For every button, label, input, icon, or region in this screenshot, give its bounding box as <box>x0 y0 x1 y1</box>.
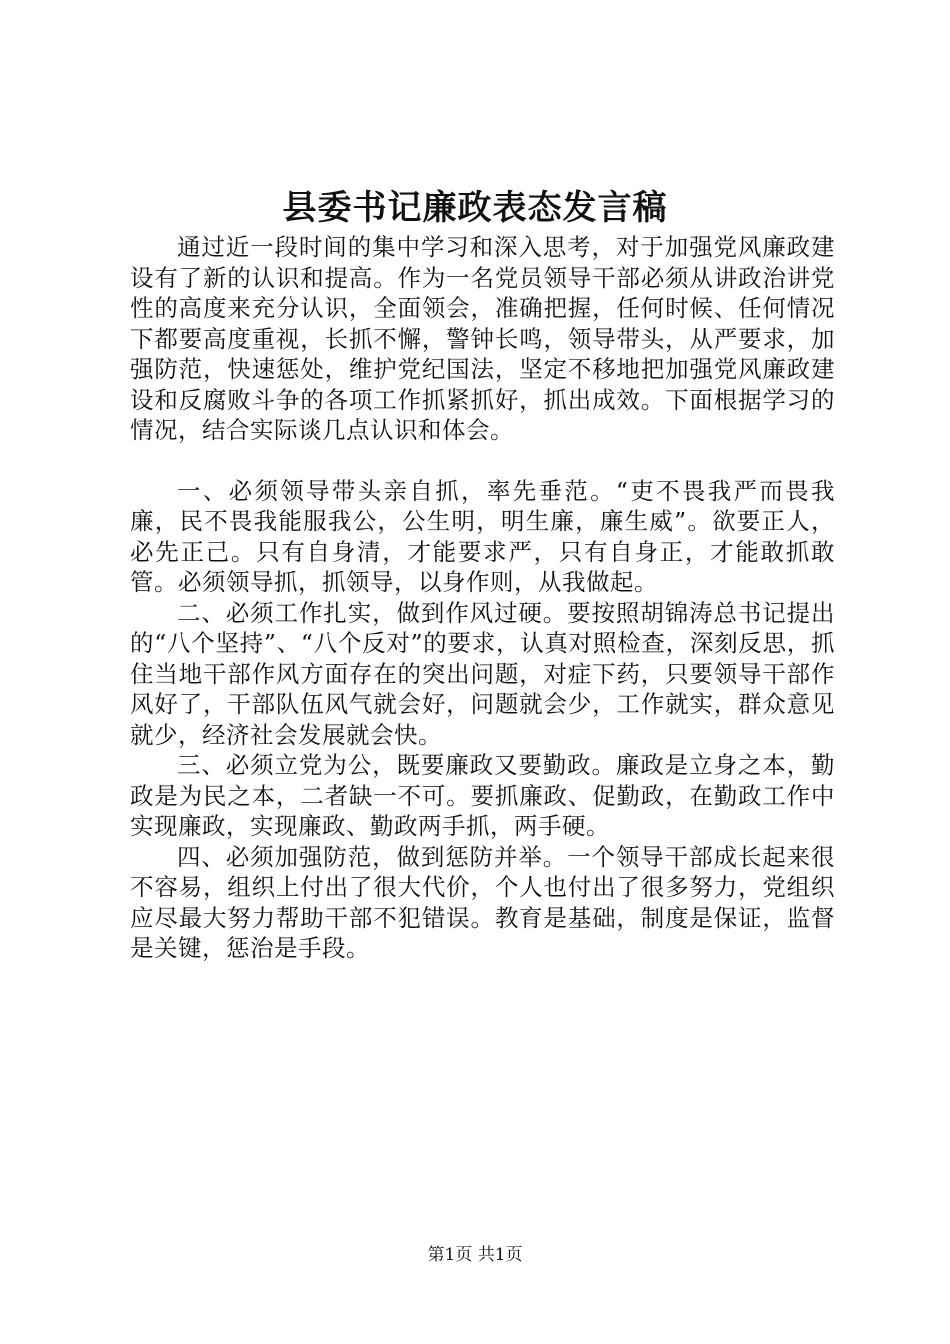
paragraph-point-3: 三、必须立党为公，既要廉政又要勤政。廉政是立身之本，勤政是为民之本，二者缺一不可。要抓廉政、促勤政，在勤政工作中实现廉政，实现廉政、勤政两手抓，两手硬。 <box>130 751 835 840</box>
paragraph-point-1: 一、必须领导带头亲自抓，率先垂范。“吏不畏我严而畏我廉，民不畏我能服我公，公生明，明生廉，廉生威”。欲要正人，必先正己。只有自身清，才能要求严，只有自身正，才能敢抓敢管。必须领导抓，抓领导，以身作则，从我做起。 <box>130 476 835 596</box>
paragraph-point-4: 四、必须加强防范，做到惩防并举。一个领导干部成长起来很不容易，组织上付出了很大代价，个人也付出了很多努力，党组织应尽最大努力帮助干部不犯错误。教育是基础，制度是保证，监督是关键，惩治是手段。 <box>130 842 835 962</box>
document-title: 县委书记廉政表态发言稿 <box>282 188 668 228</box>
page-footer: 第1页 共1页 <box>427 1245 523 1265</box>
paragraph-intro: 通过近一段时间的集中学习和深入思考，对于加强党风廉政建设有了新的认识和提高。作为一名党员领导干部必须从讲政治讲党性的高度来充分认识，全面领会，准确把握，任何时候、任何情况下都要高度重视，长抓不懈，警钟长鸣，领导带头，从严要求，加强防范，快速惩处，维护党纪国法，坚定不移地把加强党风廉政建设和反腐败斗争的各项工作抓紧抓好，抓出成效。下面根据学习的情况，结合实际谈几点认识和体会。 <box>130 233 835 444</box>
paragraph-point-2: 二、必须工作扎实，做到作风过硬。要按照胡锦涛总书记提出的“八个坚持”、“八个反对”的要求，认真对照检查，深刻反思，抓住当地干部作风方面存在的突出问题，对症下药，只要领导干部作风好了，干部队伍风气就会好，问题就会少，工作就实，群众意见就少，经济社会发展就会快。 <box>130 598 835 749</box>
document-body <box>130 232 835 964</box>
